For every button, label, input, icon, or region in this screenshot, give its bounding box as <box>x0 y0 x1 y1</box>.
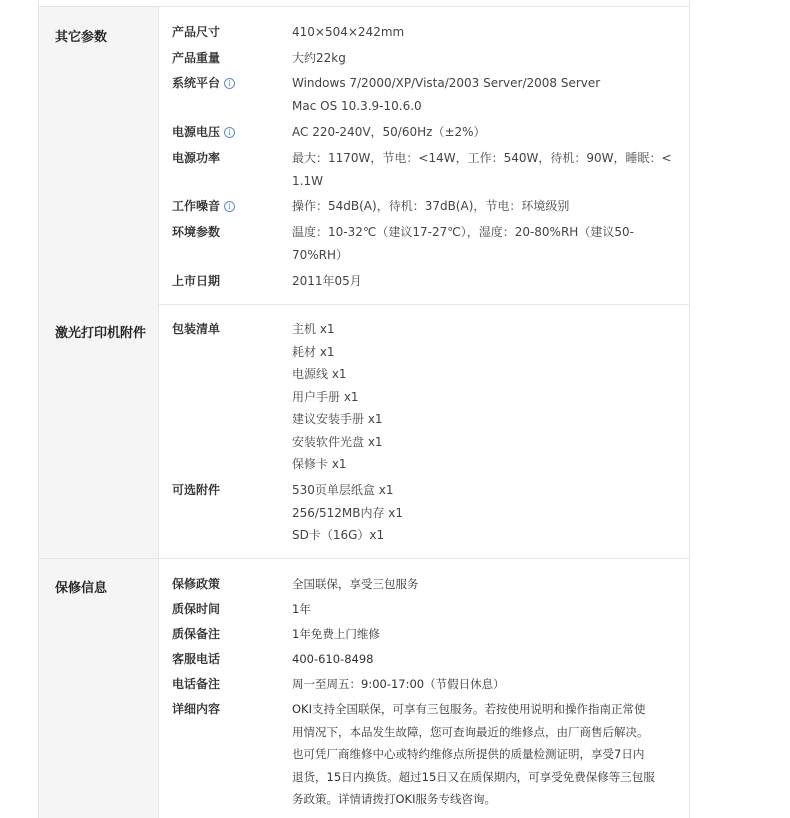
section-warranty <box>39 559 689 818</box>
spec-value: 操作：54dB(A)，待机：37dB(A)，节电：环境级别 <box>292 199 570 213</box>
section-other-params <box>39 6 689 305</box>
spec-value: 2011年05月 <box>292 274 362 288</box>
info-icon[interactable]: i <box>224 201 235 212</box>
spec-label: 包装清单 <box>172 322 221 336</box>
spec-value: 温度：10-32℃（建议17-27℃），湿度：20-80%RH（建议50- 70%RH） <box>292 225 634 262</box>
info-icon[interactable]: i <box>224 127 235 138</box>
category-column <box>39 7 159 304</box>
spec-label: 保修政策 <box>172 577 221 591</box>
spec-value: 最大：1170W，节电：<14W，工作：540W，待机：90W，睡眠：< 1.1W <box>292 151 672 188</box>
spec-value: 1年 <box>292 602 311 616</box>
spec-value: 主机 x1 耗材 x1 电源线 x1 用户手册 x1 建议安装手册 x1 安装软件光盘 x1 保修卡 x1 <box>292 322 383 471</box>
spec-value: OKI支持全国联保，可享有三包服务。若按使用说明和操作指南正常使 用情况下，本品发生故障，您可查询最近的维修点，由厂商售后解决。 也可凭厂商维修中心或特约维修点所提供的质量检测证明，享受7日内 退货，15日内换货。超过15日又在质保期内，可享受免费保修等三包服 务政策。详情请拨打OKI服务专线咨询。 <box>292 702 655 806</box>
category-column <box>39 559 159 818</box>
spec-value: 400-610-8498 <box>292 652 374 666</box>
section-title: 激光打印机附件 <box>55 326 147 341</box>
section-title: 其它参数 <box>55 30 108 45</box>
spec-value: 大约22kg <box>292 51 346 65</box>
spec-value: 530页单层纸盒 x1 256/512MB内存 x1 SD卡（16G）x1 <box>292 483 403 542</box>
spec-label: 产品尺寸 <box>172 25 221 39</box>
category-column <box>39 304 159 558</box>
section-title: 保修信息 <box>55 581 108 596</box>
spec-label: 详细内容 <box>172 702 221 716</box>
spec-value: AC 220-240V，50/60Hz（±2%） <box>292 125 486 139</box>
spec-label: 产品重量 <box>172 51 221 65</box>
spec-value: Windows 7/2000/XP/Vista/2003 Server/2008 Server Mac OS 10.3.9-10.6.0 <box>292 76 601 113</box>
spec-table <box>38 0 690 818</box>
section-accessories <box>39 304 689 559</box>
spec-label: 电源电压 <box>172 125 221 139</box>
spec-label: 工作噪音 <box>172 199 221 213</box>
spec-label: 客服电话 <box>172 652 221 666</box>
spec-label: 环境参数 <box>172 225 221 239</box>
spec-value: 1年免费上门维修 <box>292 627 380 641</box>
spec-label: 质保时间 <box>172 602 221 616</box>
spec-value: 周一至周五：9:00-17:00（节假日休息） <box>292 677 505 691</box>
spec-label: 系统平台 <box>172 76 221 90</box>
spec-value: 全国联保，享受三包服务 <box>292 577 419 591</box>
spec-label: 上市日期 <box>172 274 221 288</box>
spec-label: 可选附件 <box>172 483 221 497</box>
info-icon[interactable]: i <box>224 78 235 89</box>
spec-label: 电源功率 <box>172 151 221 165</box>
spec-label: 电话备注 <box>172 677 221 691</box>
spec-label: 质保备注 <box>172 627 221 641</box>
spec-value: 410×504×242mm <box>292 25 405 39</box>
